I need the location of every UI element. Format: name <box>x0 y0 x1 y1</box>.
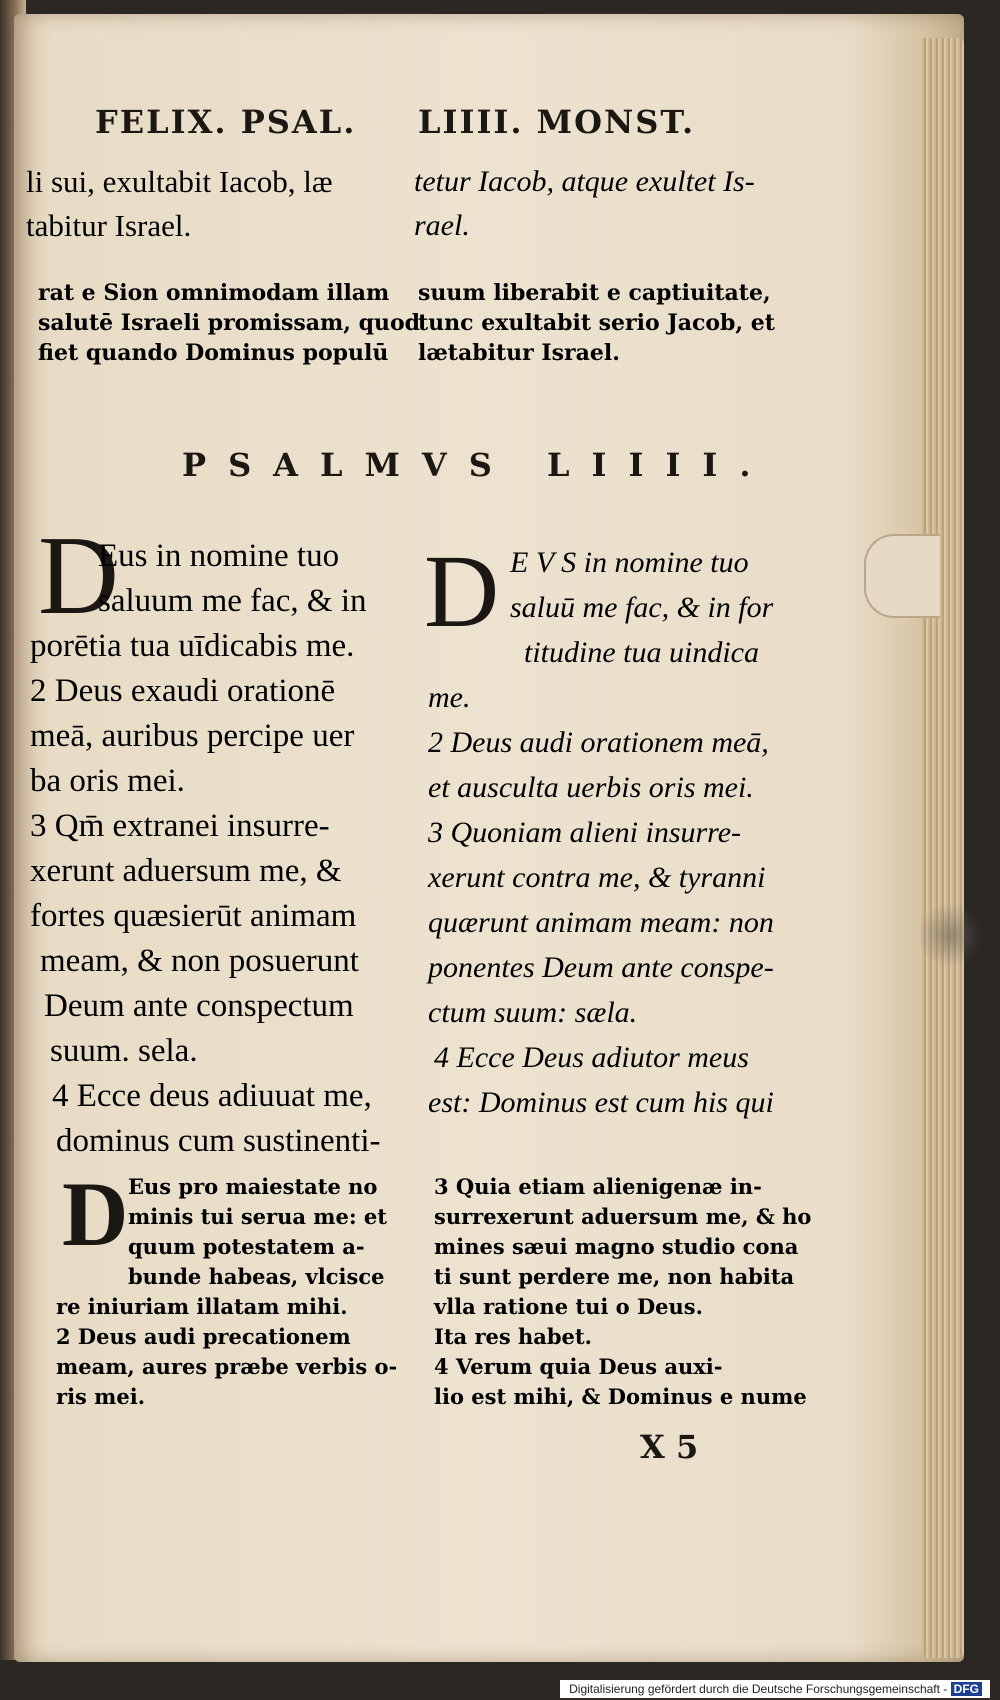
text-line: minis tui serua me: et <box>128 1204 387 1229</box>
text-line: bunde habeas, vlcisce <box>128 1264 385 1289</box>
text-line: 2 Deus exaudi orationē <box>30 673 336 709</box>
top-left-text <box>26 160 333 248</box>
text-line: xerunt aduersum me, & <box>30 853 342 889</box>
gloss-right <box>418 278 775 368</box>
text-line: re iniuriam illatam mihi. <box>56 1294 348 1319</box>
text-line: meam, & non posuerunt <box>40 943 359 979</box>
text-line: ponentes Deum ante conspe- <box>428 951 774 984</box>
gloss-left <box>38 278 420 368</box>
signature-mark: X 5 <box>640 1428 699 1466</box>
header-left: FELIX. PSAL. <box>95 103 357 141</box>
top-right-text <box>414 160 755 248</box>
text-line: ctum suum: sæla. <box>428 996 638 1029</box>
page-tab-marker <box>864 534 940 618</box>
text-line: xerunt contra me, & tyranni <box>428 861 766 894</box>
drop-cap-right: D <box>424 534 500 649</box>
text-line: meam, aures præbe verbis o- <box>56 1354 398 1379</box>
text-line: rat e Sion omnimodam illam <box>38 280 390 306</box>
text-line: li sui, exultabit Iacob, læ <box>26 164 333 199</box>
ink-stain <box>920 900 980 970</box>
text-line: 2 Deus audi precationem <box>56 1324 351 1349</box>
bottom-right-gloss <box>434 1172 811 1412</box>
text-line: quærunt animam meam: non <box>428 906 774 939</box>
text-line: Eus in nomine tuo <box>98 538 340 574</box>
text-line: fiet quando Dominus populū <box>38 340 389 366</box>
text-line: porētia tua uīdicabis me. <box>30 628 355 664</box>
digitization-footer <box>560 1680 990 1698</box>
footer-text: Digitalisierung gefördert durch die Deutsche Forschungsgemeinschaft - <box>569 1682 948 1696</box>
text-line: Deum ante conspectum <box>44 988 354 1024</box>
text-line: 4 Verum quia Deus auxi- <box>434 1354 723 1379</box>
text-line: tunc exultabit serio Jacob, et <box>418 310 775 336</box>
text-line: saluū me fac, & in for <box>510 591 774 624</box>
text-line: rael. <box>414 209 470 242</box>
text-line: ti sunt perdere me, non habita <box>434 1264 795 1289</box>
text-line: 3 Quia etiam alienigenæ in- <box>434 1174 762 1199</box>
text-line: 2 Deus audi orationem meā, <box>428 726 769 759</box>
psalm-title: PSALMVS LIIII. <box>182 446 773 484</box>
header-right: LIIII. MONST. <box>418 103 696 141</box>
text-line: 4 Ecce Deus adiutor meus <box>434 1041 749 1074</box>
text-line: et ausculta uerbis oris mei. <box>428 771 754 804</box>
bottom-left-gloss <box>56 1172 397 1412</box>
text-line: 4 Ecce deus adiuuat me, <box>52 1078 372 1114</box>
text-line: ris mei. <box>56 1384 146 1409</box>
text-line: suum liberabit e captiuitate, <box>418 280 771 306</box>
page-edges <box>922 38 964 1658</box>
text-line: mines sæui magno studio cona <box>434 1234 799 1259</box>
text-line: est: Dominus est cum his qui <box>428 1086 774 1119</box>
text-line: Eus pro maiestate no <box>128 1174 378 1199</box>
text-line: tabitur Israel. <box>26 208 192 243</box>
text-line: tetur Iacob, atque exultet Is- <box>414 165 755 198</box>
drop-cap-left: D <box>38 514 119 638</box>
text-line: 3 Qm̄ extranei insurre- <box>30 808 330 844</box>
dfg-logo: DFG <box>951 1682 982 1696</box>
drop-cap-bottom-left: D <box>62 1163 129 1265</box>
left-main-column <box>30 534 381 1164</box>
text-line: me. <box>428 681 471 714</box>
text-line: Ita res habet. <box>434 1324 592 1349</box>
text-line: saluum me fac, & in <box>98 583 367 619</box>
text-line: surrexerunt aduersum me, & ho <box>434 1204 812 1229</box>
text-line: lio est mihi, & Dominus e nume <box>434 1384 807 1409</box>
text-line: vlla ratione tui o Deus. <box>434 1294 703 1319</box>
right-main-column <box>428 540 774 1125</box>
text-line: ba oris mei. <box>30 763 185 799</box>
text-line: lætabitur Israel. <box>418 340 620 366</box>
text-line: salutē Israeli promissam, quod <box>38 310 421 336</box>
text-line: titudine tua uindica <box>524 636 759 669</box>
text-line: fortes quæsierūt animam <box>30 898 357 934</box>
text-line: quum potestatem a- <box>128 1234 365 1259</box>
text-line: meā, auribus percipe uer <box>30 718 355 754</box>
text-line: E V S in nomine tuo <box>510 546 749 579</box>
text-line: dominus cum sustinenti- <box>56 1123 381 1159</box>
text-line: suum. sela. <box>50 1033 198 1069</box>
text-line: 3 Quoniam alieni insurre- <box>428 816 742 849</box>
